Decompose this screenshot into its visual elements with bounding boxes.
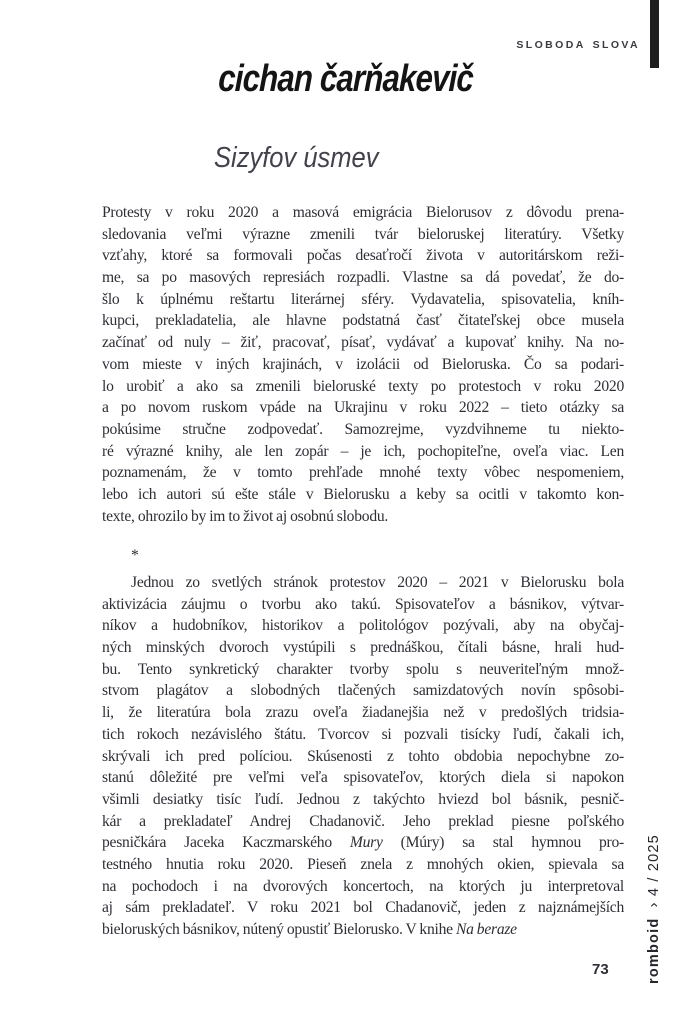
body-line: poznamenám, že v tomto prehľade mnohé texty vôbec nespomeniem,	[102, 464, 624, 482]
body-line: kár a prekladateľ Andrej Chadanovič. Jeho preklad piesne poľského	[102, 812, 624, 830]
body-line: aj sám prekladateľ. V roku 2021 bol Chadanovič, jeden z najznámejších	[102, 899, 624, 917]
body-line: Jednou zo svetlých stránok protestov 2020 – 2021 v Bielorusku bola	[131, 574, 624, 591]
body-line: tich rokoch nezávislého štátu. Tvorcov si pozvali tisícky ľudí, čakali ich,	[102, 725, 624, 743]
body-line: na pochodoch i na dvorových koncertoch, na ktorých ju interpretoval	[102, 877, 624, 895]
body-line: bu. Tento synkretický charakter tvorby spolu s neuveriteľným množ-	[102, 660, 624, 678]
body-line: šlo k úplnému reštartu literárnej sféry. Vydavatelia, spisovatelia, kníh-	[102, 290, 624, 308]
body-line: ré výrazné knihy, ale len zopár – je ich, pochopiteľne, oveľa viac. Len	[102, 442, 624, 460]
article-body	[102, 202, 624, 941]
body-line: začínať od nuly – žiť, pracovať, písať, vydávať a kupovať knihy. Na no-	[102, 334, 624, 352]
body-line: pokúsime stručne zodpovedať. Samozrejme, vyzdvihneme tu niekto-	[102, 420, 624, 438]
body-line: bieloruských básnikov, nútený opustiť Bielorusko. V knihe Na beraze	[102, 921, 517, 938]
body-line: níkov a hudobníkov, historikov a politológov pozývali, aby na obyčaj-	[102, 617, 624, 635]
body-line: stanú dôležité pre veľmi veľa spisovateľov, ktorých diela si napokon	[102, 769, 624, 787]
body-line: vom mieste v iných krajinách, v izolácii od Bieloruska. Čo sa podari-	[102, 355, 624, 373]
body-line: kupci, prekladatelia, ale hlavne podstatná časť čitateľskej obce musela	[102, 312, 624, 330]
body-line: testného hnutia roku 2020. Pieseň znela z mnohých okien, spievala sa	[102, 855, 624, 873]
body-line: me, sa po masových represiách rozpadli. Vlastne sa dá povedať, že do-	[102, 269, 624, 287]
journal-name: romboid	[646, 917, 662, 984]
paragraph	[102, 572, 624, 941]
page-number: 73	[592, 961, 609, 978]
body-line: aktivizácia záujmu o tvorbu ako takú. Spisovateľov a básnikov, výtvar-	[102, 595, 624, 613]
section-marker-bar	[650, 0, 659, 68]
body-line: stvom plagátov a slobodných tlačených samizdatových novín spôsobi-	[102, 682, 624, 700]
body-line: texte, ohrozilo by im to život aj osobnú slobodu.	[102, 507, 389, 525]
body-line: pesničkára Jaceka Kaczmarského Mury (Múry) sa stal hymnou pro-	[102, 834, 624, 852]
section-separator: *	[131, 547, 139, 565]
body-line: ných minských dvoroch vystúpili s prednáškou, čítali básne, hrali hud-	[102, 639, 624, 657]
body-line: všimli desiatky tisíc ľudí. Jednou z takýchto hviezd bol básnik, pesnič-	[102, 790, 624, 808]
body-line: a po novom ruskom vpáde na Ukrajinu v roku 2022 – tieto otázky sa	[102, 399, 624, 417]
article-title: Sizyfov úsmev	[214, 142, 379, 174]
body-line: skrývali ich pred políciou. Skúsenosti z tohto obdobia nepochybne zo-	[102, 747, 624, 765]
body-line: sledovania veľmi výrazne zmenili tvár bieloruskej literatúry. Všetky	[102, 225, 624, 243]
body-line: vzťahy, ktoré sa formovali počas desaťročí života v autoritárskom reži-	[102, 247, 624, 265]
section-label: SLOBODA SLOVA	[516, 39, 640, 51]
journal-footer-vertical	[646, 800, 668, 984]
body-line: Protesty v roku 2020 a masová emigrácia Bielorusov z dôvodu prena-	[102, 204, 624, 221]
author-name: cichan čarňakevič	[217, 58, 474, 100]
body-line: lo urobiť a ako sa zmenili bieloruské texty po protestoch v roku 2020	[102, 377, 624, 395]
body-line: lebo ich autori sú ešte stále v Bielorusku a keby sa ocitli v takomto kon-	[102, 485, 624, 503]
paragraph	[102, 202, 624, 527]
body-line: li, že literatúra bola zrazu oveľa žiadanejšia než v predošlých tridsia-	[102, 704, 624, 722]
issue-label: › 4 / 2025	[646, 834, 662, 908]
